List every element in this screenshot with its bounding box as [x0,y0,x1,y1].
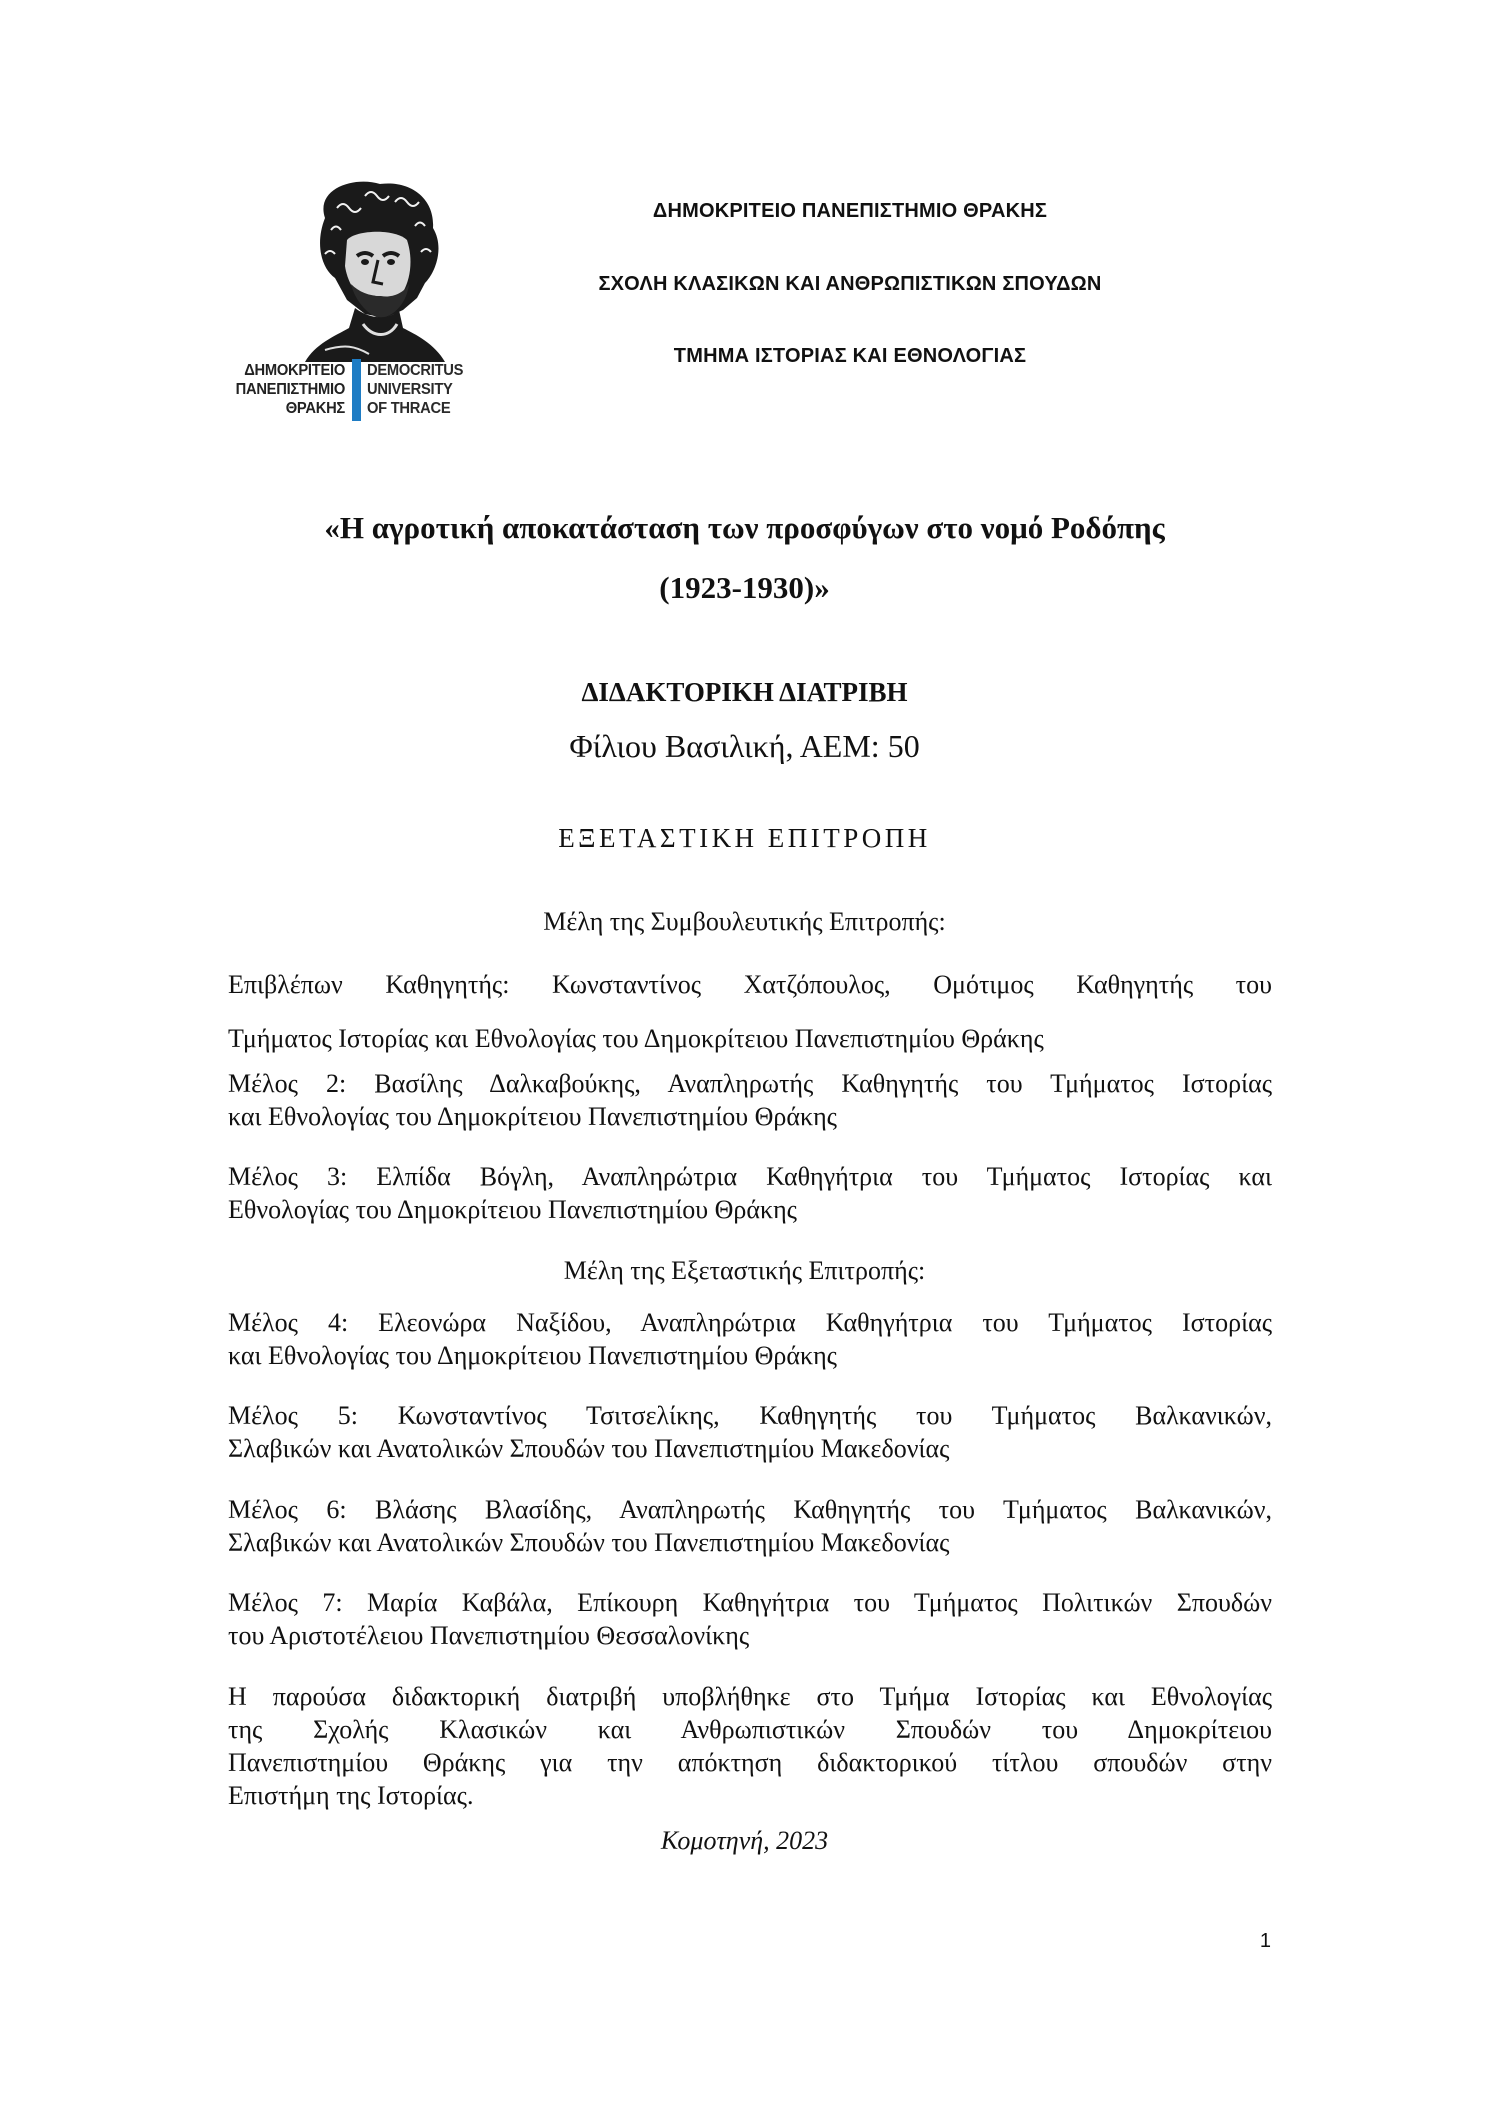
member-3-entry [228,1160,1272,1226]
member-4-entry [228,1306,1272,1372]
member-4-line: Μέλος 4: Ελεονώρα Ναξίδου, Αναπληρώτρια Καθηγήτρια του Τμήματος Ιστορίας [228,1308,1272,1337]
member-6-line: Μέλος 6: Βλάσης Βλασίδης, Αναπληρωτής Καθηγητής του Τμήματος Βαλκανικών, [228,1495,1272,1524]
member-4-line: και Εθνολογίας του Δημοκρίτειου Πανεπιστημίου Θράκης [228,1341,837,1370]
member-7-line: Μέλος 7: Μαρία Καβάλα, Επίκουρη Καθηγήτρια του Τμήματος Πολιτικών Σπουδών [228,1588,1272,1617]
member-2-entry [228,1067,1272,1133]
member-7-line: του Αριστοτέλειου Πανεπιστημίου Θεσσαλονίκης [228,1621,750,1650]
logo-english-line: DEMOCRITUS [367,362,464,379]
university-logo [205,178,495,428]
place-and-date: Κομοτηνή, 2023 [660,1826,829,1855]
member-3-line: Μέλος 3: Ελπίδα Βόγλη, Αναπληρώτρια Καθηγήτρια του Τμήματος Ιστορίας και [228,1162,1272,1191]
thesis-title-line-1: «Η αγροτική αποκατάσταση των προσφύγων στο νομό Ροδόπης [324,510,1165,545]
member-7-entry [228,1586,1272,1652]
department-name: ΤΜΗΜΑ ΙΣΤΟΡΙΑΣ ΚΑΙ ΕΘΝΟΛΟΓΙΑΣ [673,345,1027,367]
submission-statement [228,1680,1272,1812]
university-name: ΔΗΜΟΚΡΙΤΕΙΟ ΠΑΝΕΠΙΣΤΗΜΙΟ ΘΡΑΚΗΣ [652,200,1048,222]
member-5-entry [228,1399,1272,1465]
logo-english-text [367,361,487,418]
member-5-line: Σλαβικών και Ανατολικών Σπουδών του Πανεπιστημίου Μακεδονίας [228,1434,950,1463]
committee-heading: ΕΞΕΤΑΣΤΙΚΗ ΕΠΙΤΡΟΠΗ [558,823,931,853]
member-3-line: Εθνολογίας του Δημοκρίτειου Πανεπιστημίου Θράκης [228,1195,797,1224]
examining-committee-label: Μέλη της Εξεταστικής Επιτροπής: [563,1256,926,1285]
democritus-bust-icon [285,178,455,363]
member-6-line: Σλαβικών και Ανατολικών Σπουδών του Πανεπιστημίου Μακεδονίας [228,1528,950,1557]
statement-line: Η παρούσα διδακτορική διατριβή υποβλήθηκε στο Τμήμα Ιστορίας και Εθνολογίας [228,1682,1272,1711]
logo-greek-line: ΔΗΜΟΚΡΙΤΕΙΟ [244,362,345,379]
logo-english-line: OF THRACE [367,400,451,417]
statement-line: Επιστήμη της Ιστορίας. [228,1781,474,1810]
member-6-entry [228,1493,1272,1559]
thesis-author: Φίλιου Βασιλική, ΑΕΜ: 50 [569,728,920,764]
page-number: 1 [1259,1930,1271,1952]
member-2-line: Μέλος 2: Βασίλης Δαλκαβούκης, Αναπληρωτής Καθηγητής του Τμήματος Ιστορίας [228,1069,1272,1098]
member-2-line: και Εθνολογίας του Δημοκρίτειου Πανεπιστημίου Θράκης [228,1102,837,1131]
logo-greek-line: ΠΑΝΕΠΙΣΤΗΜΙΟ [235,381,345,398]
supervisor-entry [228,958,1272,1066]
supervisor-line: Επιβλέπων Καθηγητής: Κωνσταντίνος Χατζόπουλος, Ομότιμος Καθηγητής του [228,970,1272,999]
logo-greek-text [216,361,345,418]
member-5-line: Μέλος 5: Κωνσταντίνος Τσιτσελίκης, Καθηγητής του Τμήματος Βαλκανικών, [228,1401,1272,1430]
supervisor-line: Τμήματος Ιστορίας και Εθνολογίας του Δημοκρίτειου Πανεπιστημίου Θράκης [228,1024,1044,1053]
statement-line: Πανεπιστημίου Θράκης για την απόκτηση διδακτορικού τίτλου σπουδών στην [228,1748,1272,1777]
school-name: ΣΧΟΛΗ ΚΛΑΣΙΚΩΝ ΚΑΙ ΑΝΘΡΩΠΙΣΤΙΚΩΝ ΣΠΟΥΔΩΝ [598,273,1102,295]
logo-divider-bar [352,359,361,421]
logo-english-line: UNIVERSITY [367,381,453,398]
statement-line: της Σχολής Κλασικών και Ανθρωπιστικών Σπουδών του Δημοκρίτειου [228,1715,1272,1744]
advisory-committee-label: Μέλη της Συμβουλευτικής Επιτροπής: [543,907,946,936]
thesis-type: ΔΙΔΑΚΤΟΡΙΚΗ ΔΙΑΤΡΙΒΗ [581,677,908,707]
logo-greek-line: ΘΡΑΚΗΣ [285,400,345,417]
thesis-title-line-2: (1923-1930)» [659,570,830,605]
